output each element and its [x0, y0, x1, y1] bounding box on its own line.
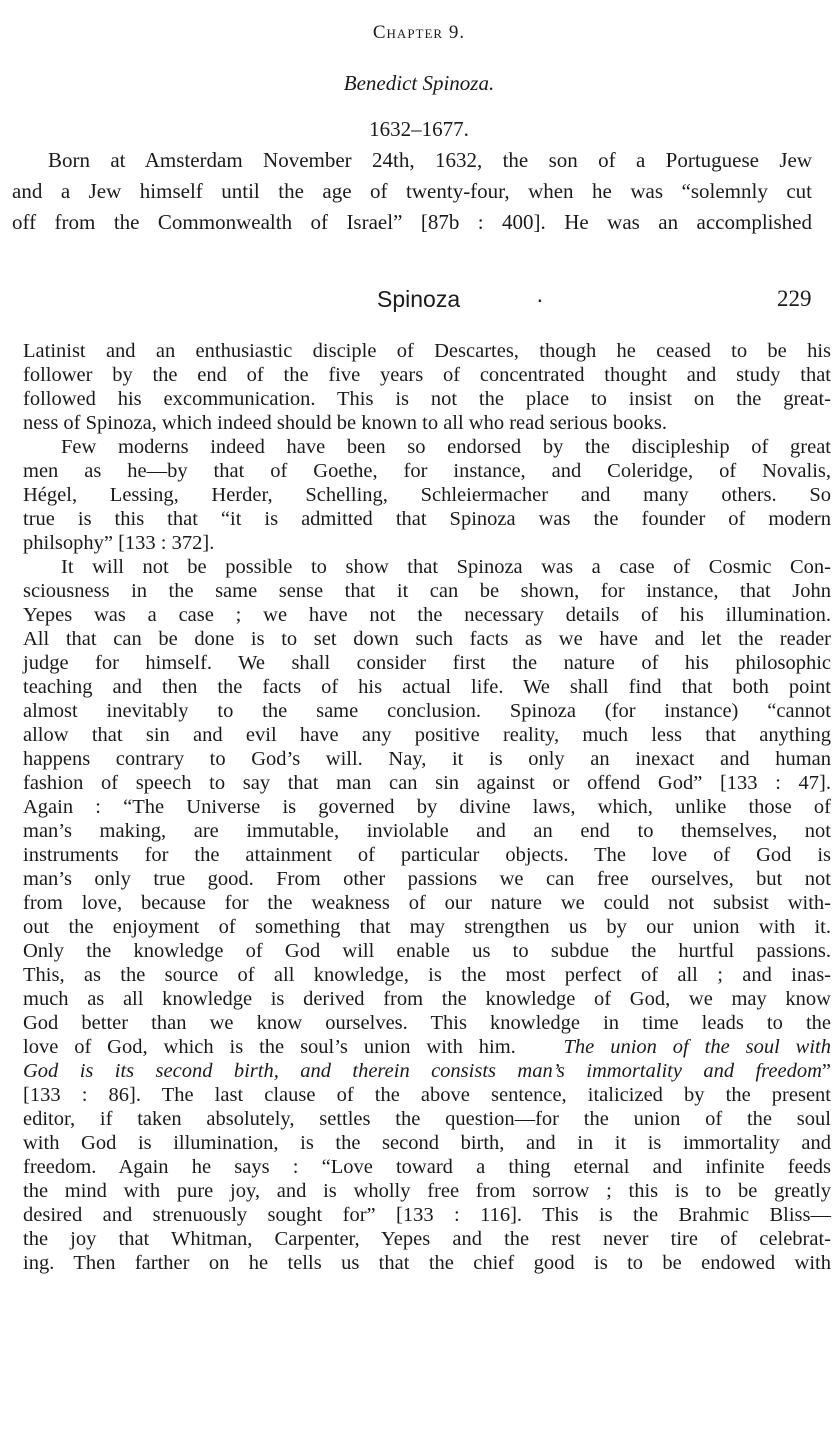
- body-line-roman: love of God, which is the soul’s union with him.: [23, 1036, 516, 1058]
- body-line: the joy that Whitman, Carpenter, Yepes and the rest never tire of celebrat-: [23, 1228, 831, 1250]
- body-line: Few moderns indeed have been so endorsed by the discipleship of great: [61, 436, 831, 458]
- body-line: It will not be possible to show that Spinoza was a case of Cosmic Con-: [61, 556, 831, 578]
- body-text: [23, 339, 831, 1275]
- body-line: true is this that “it is admitted that Spinoza was the founder of modern: [23, 508, 831, 530]
- italic-quote: The union of the soul with: [563, 1036, 831, 1058]
- body-line: editor, if taken absolutely, settles the question—for the union of the soul: [23, 1108, 831, 1130]
- body-line: much as all knowledge is derived from the knowledge of God, we may know: [23, 988, 831, 1010]
- running-head: [0, 286, 838, 314]
- body-line: followed his excommunication. This is not the place to insist on the great-: [23, 388, 831, 410]
- body-line: men as he—by that of Goethe, for instance, and Coleridge, of Novalis,: [23, 460, 831, 482]
- running-head-title: Spinoza: [377, 286, 461, 312]
- body-line: allow that sin and evil have any positive reality, much less that anything: [23, 724, 831, 746]
- body-line: [133 : 86]. The last clause of the above sentence, italicized by the present: [23, 1084, 831, 1106]
- chapter-label: Chapter 9.: [372, 22, 466, 43]
- body-line-mixed: [23, 1035, 831, 1059]
- body-line: man’s making, are immutable, inviolable and an end to themselves, not: [23, 820, 831, 842]
- body-line: Hégel, Lessing, Herder, Schelling, Schleiermacher and many others. So: [23, 484, 831, 506]
- body-line: Again : “The Universe is governed by divine laws, which, unlike those of: [23, 796, 831, 818]
- body-line: from love, because for the weakness of our nature we could not subsist with-: [23, 892, 831, 914]
- body-line: Latinist and an enthusiastic disciple of Descartes, though he ceased to be his: [23, 340, 831, 362]
- body-line: desired and strenuously sought for” [133 : 116]. This is the Brahmic Bliss—: [23, 1204, 831, 1226]
- body-line: ness of Spinoza, which indeed should be known to all who read serious books.: [23, 412, 667, 434]
- body-line: philsophy” [133 : 372].: [23, 532, 215, 554]
- closing-quote: ”: [821, 1060, 831, 1082]
- chapter-dates: 1632–1677.: [369, 117, 469, 141]
- body-line: freedom. Again he says : “Love toward a thing eternal and infinite feeds: [23, 1156, 831, 1178]
- body-line: with God is illumination, is the second birth, and in it is immortality and: [23, 1132, 831, 1154]
- body-line: God better than we know ourselves. This knowledge in time leads to the: [23, 1012, 831, 1034]
- body-line: almost inevitably to the same conclusion. Spinoza (for instance) “cannot: [23, 700, 831, 722]
- running-head-separator: ·: [536, 286, 544, 312]
- top-text-line-2: and a Jew himself until the age of twenty-four, when he was “solemnly cut: [12, 179, 812, 203]
- body-line: ing. Then farther on he tells us that the chief good is to be endowed with: [23, 1252, 831, 1274]
- body-line: Only the knowledge of God will enable us to subdue the hurtful passions.: [23, 940, 831, 962]
- body-line: judge for himself. We shall consider first the nature of his philosophic: [23, 652, 831, 674]
- body-line: happens contrary to God’s will. Nay, it is only an inexact and human: [23, 748, 831, 770]
- top-text-line-3: off from the Commonwealth of Israel” [87b : 400]. He was an accomplished: [12, 210, 812, 234]
- body-line: All that can be done is to set down such facts as we have and let the reader: [23, 628, 831, 650]
- body-line: the mind with pure joy, and is wholly free from sorrow ; this is to be greatly: [23, 1180, 831, 1202]
- body-line: sciousness in the same sense that it can be shown, for instance, that John: [23, 580, 831, 602]
- body-line: Yepes was a case ; we have not the necessary details of his illumination.: [23, 604, 831, 626]
- body-line: man’s only true good. From other passions we can free ourselves, but not: [23, 868, 831, 890]
- body-line: teaching and then the facts of his actual life. We shall find that both point: [23, 676, 831, 698]
- italic-quote: God is its second birth, and therein consists man’s immortality and freedom: [23, 1060, 822, 1082]
- body-line: follower by the end of the five years of concentrated thought and study that: [23, 364, 831, 386]
- body-line: instruments for the attainment of particular objects. The love of God is: [23, 844, 831, 866]
- chapter-heading: [0, 22, 838, 44]
- page-number: 229: [777, 286, 812, 311]
- body-line: This, as the source of all knowledge, is the most perfect of all ; and inas-: [23, 964, 831, 986]
- top-text-line-1: Born at Amsterdam November 24th, 1632, the son of a Portuguese Jew: [48, 148, 812, 172]
- body-line-mixed: [23, 1059, 831, 1083]
- body-line: fashion of speech to say that man can sin against or offend God” [133 : 47].: [23, 772, 831, 794]
- chapter-title: Benedict Spinoza.: [343, 71, 495, 95]
- body-line: out the enjoyment of something that may strengthen us by our union with it.: [23, 916, 831, 938]
